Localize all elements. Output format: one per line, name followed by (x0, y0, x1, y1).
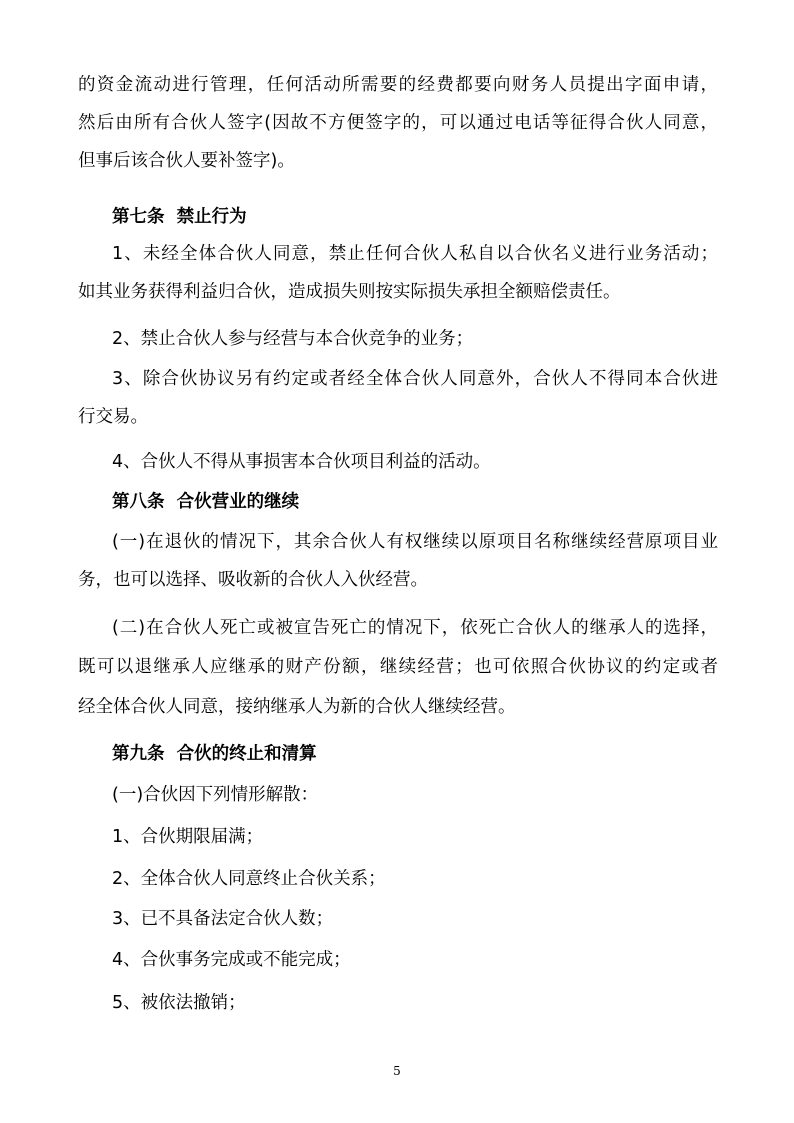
body-line: 如其业务获得利益归合伙，造成损失则按实际损失承担全额赔偿责任。 (78, 282, 621, 302)
body-line: 4、合伙事务完成或不能完成； (112, 950, 351, 970)
body-line: 经全体合伙人同意，接纳继承人为新的合伙人继续经营。 (78, 697, 516, 717)
body-line: 的资金流动进行管理，任何活动所需要的经费都要向财务人员提出字面申请， (78, 75, 718, 95)
body-line: 但事后该合伙人要补签字)。 (78, 151, 295, 171)
body-line: (一)在退伙的情况下，其余合伙人有权继续以原项目名称继续经营原项目业 (112, 532, 718, 552)
body-line: 4、合伙人不得从事损害本合伙项目利益的活动。 (112, 452, 491, 472)
body-line: 3、已不具备法定合伙人数； (112, 909, 334, 929)
body-line: 然后由所有合伙人签字(因故不方便签字的，可以通过电话等征得合伙人同意， (78, 113, 718, 133)
article-8-heading: 第八条 合伙营业的继续 (112, 492, 300, 512)
body-line: 1、合伙期限届满； (112, 827, 264, 847)
body-line: (二)在合伙人死亡或被宣告死亡的情况下，依死亡合伙人的继承人的选择， (112, 618, 718, 638)
body-line: 既可以退继承人应继承的财产份额，继续经营；也可依照合伙协议的约定或者 (78, 657, 718, 677)
body-line: 2、全体合伙人同意终止合伙关系； (112, 869, 386, 889)
body-line: 行交易。 (78, 407, 148, 427)
body-line: 5、被依法撤销； (112, 993, 246, 1013)
article-7-heading: 第七条 禁止行为 (112, 207, 247, 227)
body-line: (一)合伙因下列情形解散： (112, 785, 319, 805)
page-number: 5 (393, 1064, 401, 1078)
body-line: 2、禁止合伙人参与经营与本合伙竞争的业务； (112, 329, 474, 349)
body-line: 务，也可以选择、吸收新的合伙人入伙经营。 (78, 570, 428, 590)
article-9-heading: 第九条 合伙的终止和清算 (112, 744, 317, 764)
body-line: 1、未经全体合伙人同意，禁止任何合伙人私自以合伙名义进行业务活动； (112, 244, 718, 264)
body-line: 3、除合伙协议另有约定或者经全体合伙人同意外，合伙人不得同本合伙进 (112, 369, 718, 389)
